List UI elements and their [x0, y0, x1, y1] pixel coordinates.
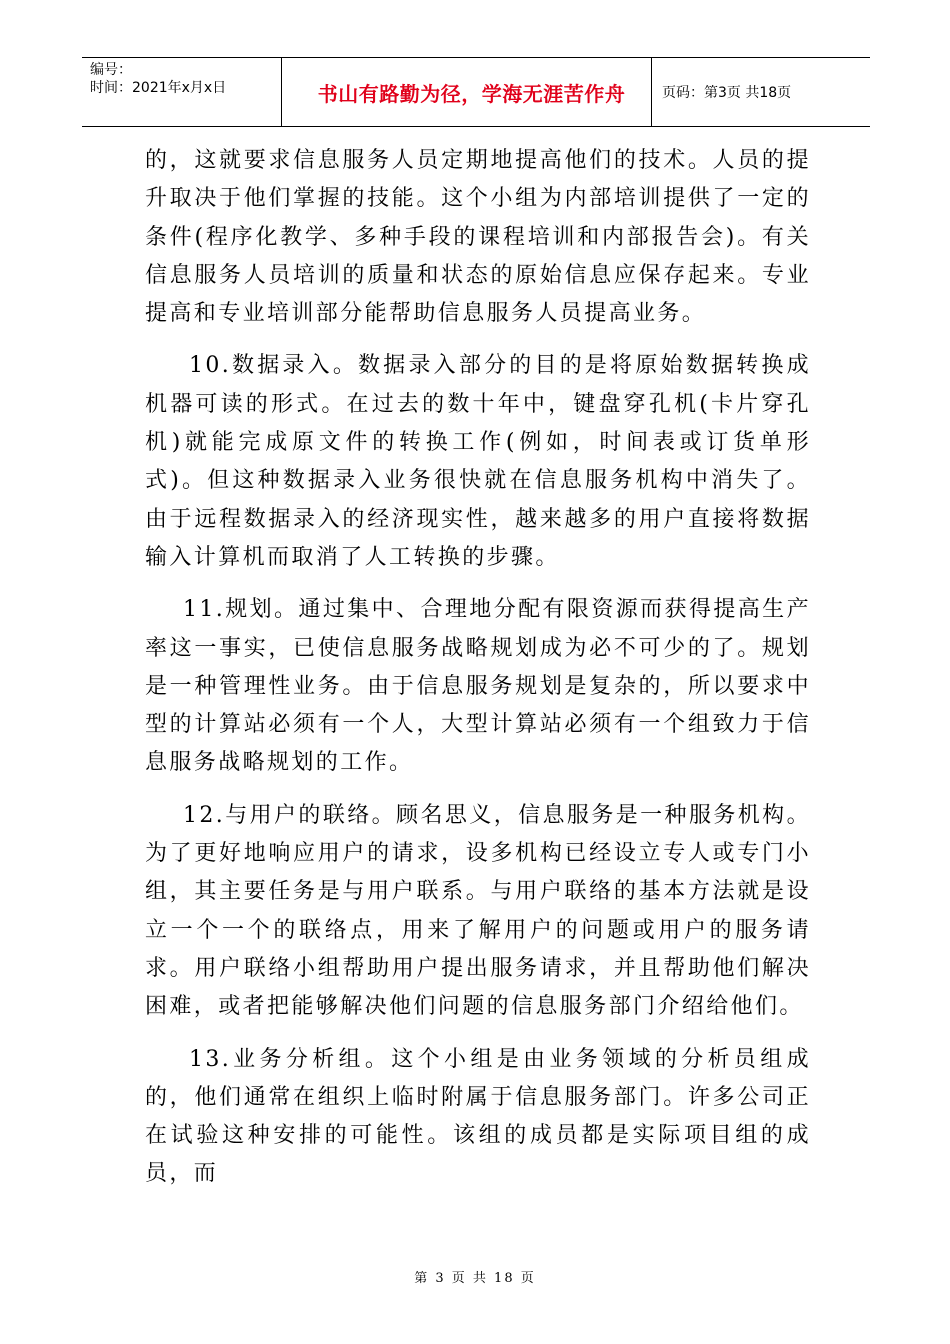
header-time-label: 时间：2021年x月x日: [90, 80, 227, 96]
document-body: [145, 142, 811, 1208]
paragraph-continuation: 的，这就要求信息服务人员定期地提高他们的技术。人员的提升取决于他们掌握的技能。这个小组为内部培训提供了一定的条件(程序化教学、多种手段的课程培训和内部报告会)。有关信息服务人员培训的质量和状态的原始信息应保存起来。专业提高和专业培训部分能帮助信息服务人员提高业务。: [145, 148, 811, 327]
header-page-info: 页码：第3页 共18页: [662, 85, 792, 101]
page-header: [82, 57, 870, 127]
page-footer: 第 3 页 共 18 页: [414, 1271, 536, 1286]
paragraph-item-10: 10.数据录入。数据录入部分的目的是将原始数据转换成机器可读的形式。在过去的数十年中，键盘穿孔机(卡片穿孔机)就能完成原文件的转换工作(例如，时间表或订货单形式)。但这种数据录入业务很快就在信息服务机构中消失了。由于远程数据录入的经济现实性，越来越多的用户直接将数据输入计算机而取消了人工转换的步骤。: [145, 353, 811, 570]
header-motto: 书山有路勤为径，学海无涯苦作舟: [282, 58, 652, 126]
paragraph-item-12: 12.与用户的联络。顾名思义，信息服务是一种服务机构。为了更好地响应用户的请求，设多机构已经设立专人或专门小组，其主要任务是与用户联系。与用户联络的基本方法就是设立一个一个的联络点，用来了解用户的问题或用户的服务请求。用户联络小组帮助用户提出服务请求，并且帮助他们解决困难，或者把能够解决他们问题的信息服务部门介绍给他们。: [145, 802, 811, 1020]
paragraph-item-11: 11.规划。通过集中、合理地分配有限资源而获得提高生产率这一事实，已使信息服务战略规划成为必不可少的了。规划是一种管理性业务。由于信息服务规划是复杂的，所以要求中型的计算站必须有一个人，大型计算站必须有一个组致力于信息服务战略规划的工作。: [145, 597, 811, 776]
header-meta: [82, 58, 282, 126]
header-code-label: 编号：: [90, 62, 132, 78]
paragraph-item-13: 13.业务分析组。这个小组是由业务领域的分析员组成的，他们通常在组织上临时附属于信息服务部门。许多公司正在试验这种安排的可能性。该组的成员都是实际项目组的成员，而: [145, 1046, 811, 1187]
